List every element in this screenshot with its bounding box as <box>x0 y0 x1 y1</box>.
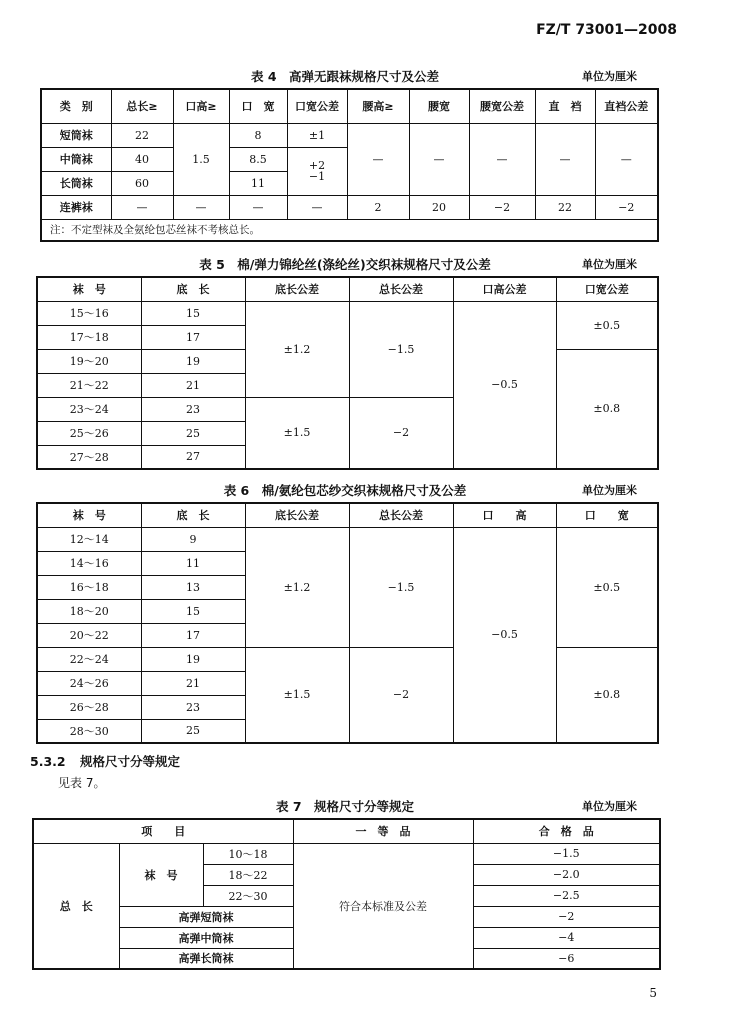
size-cell: 18～20 <box>37 599 141 623</box>
cell-merged: ±0.5 <box>556 527 658 647</box>
table4-header <box>41 89 658 123</box>
table4-note: 注：不定型袜及全氨纶包芯丝袜不考核总长。 <box>41 219 658 241</box>
cell: 8.5 <box>229 147 287 171</box>
total-length-label: 总 长 <box>33 843 119 969</box>
sole-cell: 23 <box>141 397 245 421</box>
table6-title: 表 6 棉/氨纶包芯纱交织袜规格尺寸及公差 <box>223 483 467 498</box>
cell: — <box>287 195 347 219</box>
col-header: 直 裆 <box>535 89 595 123</box>
sole-cell: 17 <box>141 623 245 647</box>
row-label: 短筒袜 <box>41 123 111 147</box>
sole-cell: 15 <box>141 599 245 623</box>
cell: 11 <box>229 171 287 195</box>
table5-header <box>37 277 658 301</box>
first-grade-cell: 符合本标准及公差 <box>293 843 473 969</box>
size-cell: 27～28 <box>37 445 141 469</box>
table-row <box>37 647 658 671</box>
cell-merged: ±1.2 <box>245 527 349 647</box>
cell-merged: ±1.2 <box>245 301 349 397</box>
cell: −2 <box>595 195 658 219</box>
col-header: 口 宽 <box>229 89 287 123</box>
cell-merged: −1.5 <box>349 301 453 397</box>
table6-unit: 单位为厘米 <box>582 484 637 497</box>
col-header: 底长公差 <box>245 503 349 527</box>
qualified-cell: −2.0 <box>473 864 660 885</box>
cell: 22 <box>535 195 595 219</box>
cell-dash: — <box>409 123 469 195</box>
col-header: 项 目 <box>33 819 293 843</box>
sole-cell: 19 <box>141 647 245 671</box>
col-header: 口高≥ <box>173 89 229 123</box>
col-header: 总长≥ <box>111 89 173 123</box>
sole-cell: 13 <box>141 575 245 599</box>
cell-merged: −0.5 <box>453 527 556 743</box>
table7-title: 表 7 规格尺寸分等规定 <box>275 799 415 814</box>
section-text: 见表 7。 <box>58 776 106 790</box>
col-header: 合 格 品 <box>473 819 660 843</box>
cell: 20 <box>409 195 469 219</box>
row-label: 中筒袜 <box>41 147 111 171</box>
cell-dash: — <box>469 123 535 195</box>
sole-cell: 17 <box>141 325 245 349</box>
tol-plus: +2 <box>308 159 326 172</box>
size-cell: 26～28 <box>37 695 141 719</box>
qualified-cell: −1.5 <box>473 843 660 864</box>
qualified-cell: −2.5 <box>473 885 660 906</box>
range-cell: 22～30 <box>203 885 293 906</box>
type-cell: 高弹短筒袜 <box>119 906 293 927</box>
size-cell: 24～26 <box>37 671 141 695</box>
sock-size-label: 袜 号 <box>119 843 203 906</box>
col-header: 袜 号 <box>37 503 141 527</box>
col-header: 直裆公差 <box>595 89 658 123</box>
table7-unit: 单位为厘米 <box>582 800 637 813</box>
sole-cell: 11 <box>141 551 245 575</box>
col-header: 类 别 <box>41 89 111 123</box>
section-title: 规格尺寸分等规定 <box>79 754 180 769</box>
size-cell: 25～26 <box>37 421 141 445</box>
table-row <box>37 301 658 325</box>
size-cell: 22～24 <box>37 647 141 671</box>
col-header: 腰宽 <box>409 89 469 123</box>
size-cell: 28～30 <box>37 719 141 743</box>
table4-title: 表 4 高弹无跟袜规格尺寸及公差 <box>250 69 440 84</box>
range-cell: 18～22 <box>203 864 293 885</box>
cell: 22 <box>111 123 173 147</box>
cell-merged: 1.5 <box>173 123 229 195</box>
cell: — <box>111 195 173 219</box>
size-cell: 21～22 <box>37 373 141 397</box>
qualified-cell: −4 <box>473 927 660 948</box>
tol-minus: −1 <box>308 170 326 183</box>
sole-cell: 19 <box>141 349 245 373</box>
table4-unit: 单位为厘米 <box>582 70 637 83</box>
sole-cell: 25 <box>141 421 245 445</box>
table7-header <box>33 819 660 843</box>
table6 <box>36 502 659 744</box>
size-cell: 23～24 <box>37 397 141 421</box>
col-header: 口宽公差 <box>556 277 658 301</box>
col-header: 口高公差 <box>453 277 556 301</box>
col-header: 底长公差 <box>245 277 349 301</box>
table5-unit: 单位为厘米 <box>582 258 637 271</box>
table-row <box>37 527 658 551</box>
sole-cell: 27 <box>141 445 245 469</box>
col-header: 口宽公差 <box>287 89 347 123</box>
col-header: 腰高≥ <box>347 89 409 123</box>
cell-merged <box>287 147 347 195</box>
size-cell: 17～18 <box>37 325 141 349</box>
cell-merged: ±1.5 <box>245 397 349 469</box>
cell: — <box>173 195 229 219</box>
table4 <box>40 88 659 242</box>
sole-cell: 21 <box>141 671 245 695</box>
row-label: 连裤袜 <box>41 195 111 219</box>
table-row <box>33 843 660 864</box>
type-cell: 高弹长筒袜 <box>119 948 293 969</box>
size-cell: 20～22 <box>37 623 141 647</box>
col-header: 总长公差 <box>349 503 453 527</box>
type-cell: 高弹中筒袜 <box>119 927 293 948</box>
col-header: 口 宽 <box>556 503 658 527</box>
col-header: 袜 号 <box>37 277 141 301</box>
col-header: 口 高 <box>453 503 556 527</box>
size-cell: 12～14 <box>37 527 141 551</box>
table-note-row <box>41 219 658 241</box>
standard-number: FZ/T 73001—2008 <box>536 22 677 38</box>
sole-cell: 23 <box>141 695 245 719</box>
sole-cell: 21 <box>141 373 245 397</box>
cell-merged: −0.5 <box>453 301 556 469</box>
cell-merged: −2 <box>349 397 453 469</box>
size-cell: 16～18 <box>37 575 141 599</box>
cell-dash: — <box>595 123 658 195</box>
size-cell: 14～16 <box>37 551 141 575</box>
table-row <box>41 123 658 147</box>
cell: — <box>229 195 287 219</box>
sole-cell: 9 <box>141 527 245 551</box>
cell: −2 <box>469 195 535 219</box>
cell-merged: ±0.5 <box>556 301 658 349</box>
cell-merged: −2 <box>349 647 453 743</box>
cell: ±1 <box>287 123 347 147</box>
cell-merged: ±0.8 <box>556 647 658 743</box>
cell: 40 <box>111 147 173 171</box>
section-number: 5.3.2 <box>30 754 66 769</box>
col-header: 底 长 <box>141 503 245 527</box>
col-header: 底 长 <box>141 277 245 301</box>
sole-cell: 25 <box>141 719 245 743</box>
cell-dash: — <box>347 123 409 195</box>
sole-cell: 15 <box>141 301 245 325</box>
table5-title: 表 5 棉/弹力锦纶丝(涤纶丝)交织袜规格尺寸及公差 <box>199 257 491 272</box>
cell-merged: ±0.8 <box>556 349 658 469</box>
row-label: 长筒袜 <box>41 171 111 195</box>
cell-dash: — <box>535 123 595 195</box>
cell-merged: ±1.5 <box>245 647 349 743</box>
size-cell: 15～16 <box>37 301 141 325</box>
table7 <box>32 818 661 970</box>
page-number: 5 <box>649 986 657 1000</box>
section-heading <box>30 752 180 770</box>
table5 <box>36 276 659 470</box>
col-header: 一 等 品 <box>293 819 473 843</box>
cell: 2 <box>347 195 409 219</box>
size-cell: 19～20 <box>37 349 141 373</box>
col-header: 腰宽公差 <box>469 89 535 123</box>
cell: 60 <box>111 171 173 195</box>
cell-merged: −1.5 <box>349 527 453 647</box>
cell: 8 <box>229 123 287 147</box>
range-cell: 10～18 <box>203 843 293 864</box>
table6-header <box>37 503 658 527</box>
qualified-cell: −2 <box>473 906 660 927</box>
col-header: 总长公差 <box>349 277 453 301</box>
table-row <box>41 195 658 219</box>
qualified-cell: −6 <box>473 948 660 969</box>
